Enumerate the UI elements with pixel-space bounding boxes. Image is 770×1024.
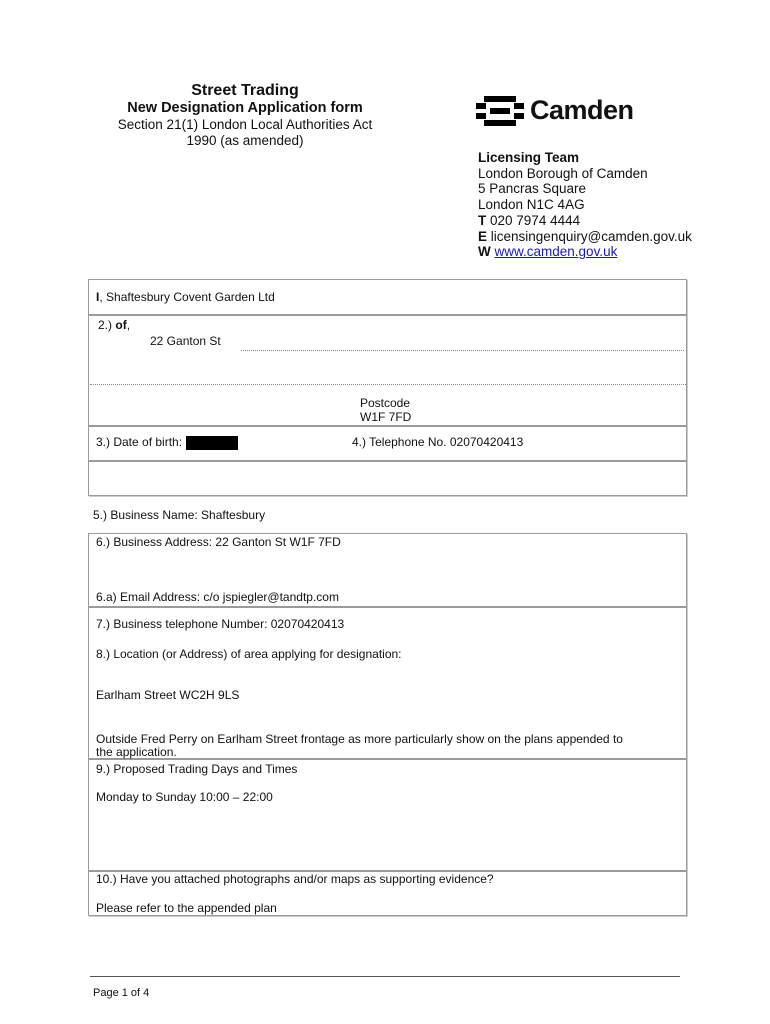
address-label-comma: , xyxy=(126,318,131,332)
trading-label: 9.) Proposed Trading Days and Times xyxy=(96,762,298,776)
telephone-field: 4.) Telephone No. 02070420413 xyxy=(352,435,524,449)
business-name: 5.) Business Name: Shaftesbury xyxy=(93,508,266,522)
evidence-label: 10.) Have you attached photographs and/or maps as supporting evidence? xyxy=(96,872,494,886)
web-prefix: W xyxy=(478,244,491,260)
logo-text: Camden xyxy=(530,95,634,125)
contact-line3: London N1C 4AG xyxy=(478,197,585,213)
evidence-value: Please refer to the appended plan xyxy=(96,901,277,915)
contact-line1: London Borough of Camden xyxy=(478,165,648,181)
contact-telephone xyxy=(478,213,692,229)
applicant-value: , Shaftesbury Covent Garden Ltd xyxy=(99,290,275,304)
camden-logo-icon xyxy=(474,94,526,128)
form-subtitle: New Designation Application form xyxy=(127,100,363,116)
web-link[interactable]: www.camden.gov.uk xyxy=(494,244,618,260)
business-telephone: 7.) Business telephone Number: 02070420413 xyxy=(96,617,345,631)
blank-box xyxy=(88,461,687,496)
footer-divider xyxy=(90,976,680,977)
section-reference-1: Section 21(1) London Local Authorities Act xyxy=(117,117,373,132)
applicant-field xyxy=(96,290,275,304)
tel-value: 020 7974 4444 xyxy=(490,212,581,228)
address-label-of: of xyxy=(115,318,127,332)
contact-web xyxy=(478,244,692,260)
address-dotted-line-2 xyxy=(90,384,686,385)
address-label xyxy=(98,318,130,332)
address-label-num: 2.) xyxy=(98,318,113,332)
location-detail-1: Outside Fred Perry on Earlham Street frontage as more particularly show on the plans appended to xyxy=(96,732,623,746)
postcode-value: W1F 7FD xyxy=(360,410,412,424)
contact-block xyxy=(478,150,692,260)
business-address: 6.) Business Address: 22 Ganton St W1F 7FD xyxy=(96,535,341,549)
dob-label: 3.) Date of birth: xyxy=(96,435,183,449)
address-value: 22 Ganton St xyxy=(150,334,221,348)
dob-redaction xyxy=(186,436,238,450)
address-dotted-line xyxy=(241,350,684,351)
email-address: 6.a) Email Address: c/o jspiegler@tandtp.com xyxy=(96,590,339,604)
form-title: Street Trading xyxy=(191,82,299,99)
tel-prefix: T xyxy=(478,212,487,228)
trading-value: Monday to Sunday 10:00 – 22:00 xyxy=(96,790,273,804)
applicant-prefix: I xyxy=(96,290,100,304)
contact-team: Licensing Team xyxy=(478,150,580,165)
section-reference-2: 1990 (as amended) xyxy=(186,133,304,148)
location-detail-2: the application. xyxy=(96,745,177,759)
location-label: 8.) Location (or Address) of area applying for designation: xyxy=(96,647,402,661)
contact-email xyxy=(478,229,692,245)
email-prefix: E xyxy=(478,228,488,244)
postcode-label: Postcode xyxy=(360,396,411,410)
location-value: Earlham Street WC2H 9LS xyxy=(96,688,240,702)
email-value: licensingenquiry@camden.gov.uk xyxy=(490,228,692,244)
page-number: Page 1 of 4 xyxy=(93,987,150,999)
contact-line2: 5 Pancras Square xyxy=(478,181,587,197)
title-block xyxy=(90,82,400,149)
camden-logo xyxy=(474,94,674,128)
